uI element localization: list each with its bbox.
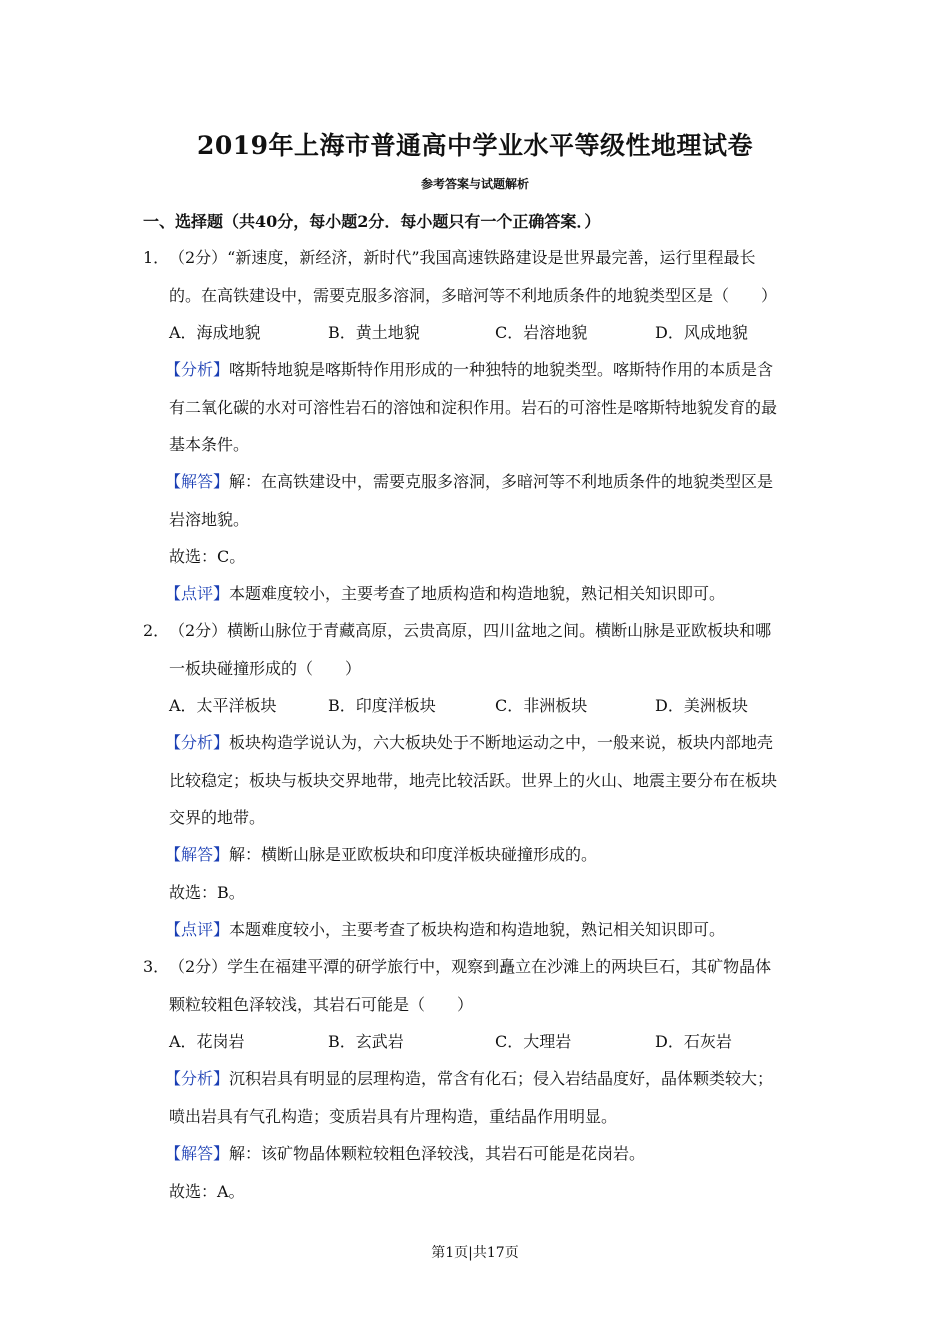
question-1-stem-line: （2分）“新速度，新经济，新时代”我国高速铁路建设是世界最完善，运行里程最长 xyxy=(169,248,756,267)
question-3-option-c: C．大理岩 xyxy=(495,1032,572,1051)
page-subtitle: 参考答案与试题解析 xyxy=(420,177,529,191)
question-1-answer-line: 【解答】解：在高铁建设中，需要克服多溶洞，多暗河等不利地质条件的地貌类型区是 xyxy=(165,472,774,491)
question-1-analysis-line: 有二氧化碳的水对可溶性岩石的溶蚀和淀积作用。岩石的可溶性是喀斯特地貌发育的最 xyxy=(169,398,778,417)
question-2-number: 2． xyxy=(143,621,170,640)
analysis-tag: 【分析】 xyxy=(165,1069,230,1088)
question-1-analysis-line: 基本条件。 xyxy=(169,435,250,454)
answer-tag: 【解答】 xyxy=(165,472,230,491)
question-2-choice: 故选：B。 xyxy=(169,883,245,902)
question-1-analysis-line: 【分析】喀斯特地貌是喀斯特作用形成的一种独特的地貌类型。喀斯特作用的本质是含 xyxy=(165,360,774,379)
question-2-analysis-line: 【分析】板块构造学说认为，六大板块处于不断地运动之中，一般来说，板块内部地壳 xyxy=(165,733,774,752)
question-2-answer-line: 【解答】解：横断山脉是亚欧板块和印度洋板块碰撞形成的。 xyxy=(165,845,598,864)
question-3-stem-line: 颗粒较粗色泽较浅，其岩石可能是（ ） xyxy=(169,995,474,1014)
question-3-analysis-line: 【分析】沉积岩具有明显的层理构造，常含有化石；侵入岩结晶度好，晶体颗类较大； xyxy=(165,1069,774,1088)
section-heading: 一、选择题（共40分，每小题2分．每小题只有一个正确答案．） xyxy=(143,212,601,231)
question-3-option-a: A．花岗岩 xyxy=(169,1032,245,1051)
question-2-option-d: D．美洲板块 xyxy=(655,696,748,715)
question-2-option-c: C．非洲板块 xyxy=(495,696,588,715)
question-3-stem-line: （2分）学生在福建平潭的研学旅行中，观察到矗立在沙滩上的两块巨石，其矿物晶体 xyxy=(169,957,772,976)
question-2-option-a: A．太平洋板块 xyxy=(169,696,277,715)
comment-tag: 【点评】 xyxy=(165,920,230,939)
question-1-comment-line: 【点评】本题难度较小，主要考查了地质构造和构造地貌，熟记相关知识即可。 xyxy=(165,584,726,603)
page-title: 2019年上海市普通高中学业水平等级性地理试卷 xyxy=(196,131,754,160)
question-3-answer-line: 【解答】解：该矿物晶体颗粒较粗色泽较浅，其岩石可能是花岗岩。 xyxy=(165,1144,646,1163)
question-1-option-a: A．海成地貌 xyxy=(169,323,261,342)
question-1-choice: 故选：C。 xyxy=(169,547,246,566)
question-2-stem-line: （2分）横断山脉位于青藏高原，云贵高原，四川盆地之间。横断山脉是亚欧板块和哪 xyxy=(169,621,772,640)
question-3-number: 3． xyxy=(143,957,170,976)
question-1-option-d: D．风成地貌 xyxy=(655,323,748,342)
analysis-tag: 【分析】 xyxy=(165,733,230,752)
analysis-tag: 【分析】 xyxy=(165,360,230,379)
question-1-number: 1． xyxy=(143,248,170,267)
question-1-option-b: B．黄土地貌 xyxy=(328,323,420,342)
question-2-option-b: B．印度洋板块 xyxy=(328,696,436,715)
question-3-option-b: B．玄武岩 xyxy=(328,1032,404,1051)
question-1-option-c: C．岩溶地貌 xyxy=(495,323,588,342)
comment-tag: 【点评】 xyxy=(165,584,230,603)
question-3-analysis-line: 喷出岩具有气孔构造；变质岩具有片理构造，重结晶作用明显。 xyxy=(169,1107,618,1126)
question-3-option-d: D．石灰岩 xyxy=(655,1032,732,1051)
question-3-choice: 故选：A。 xyxy=(169,1182,245,1201)
answer-tag: 【解答】 xyxy=(165,1144,230,1163)
question-2-analysis-line: 比较稳定；板块与板块交界地带，地壳比较活跃。世界上的火山、地震主要分布在板块 xyxy=(169,771,778,790)
page-footer: 第1页|共17页 xyxy=(431,1245,519,1261)
question-2-analysis-line: 交界的地带。 xyxy=(169,808,266,827)
answer-tag: 【解答】 xyxy=(165,845,230,864)
question-2-stem-line: 一板块碰撞形成的（ ） xyxy=(169,659,362,678)
question-2-comment-line: 【点评】本题难度较小，主要考查了板块构造和构造地貌，熟记相关知识即可。 xyxy=(165,920,726,939)
question-1-answer-line: 岩溶地貌。 xyxy=(169,510,250,529)
question-1-stem-line: 的。在高铁建设中，需要克服多溶洞，多暗河等不利地质条件的地貌类型区是（ ） xyxy=(169,286,778,305)
